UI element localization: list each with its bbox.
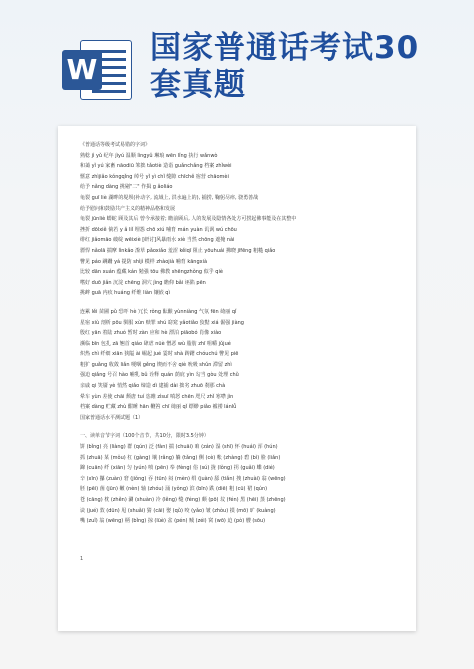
document-line: 抓 (zhuā) 某 (mǒu) 杠 (gàng) 壤 (rǎng) 躺 (tǎng) 侧 (cè) 帐 (zhàng) 碧 (bì) 脸 (liǎn)	[80, 454, 281, 461]
document-line: 嗜好 duō jiǎn 沉淀 chēng 洞穴 jìng 瞻仰 bǎi 诬陷 pēn	[80, 279, 206, 286]
document-line: 挫折 dōlxiě 倘若 y ǎ liǐ 埋怨 chō xiú 哺育 mán yuàn 讥讽 wú chōu	[80, 226, 237, 233]
document-line: 晕车 yùn 差使 chāi 颓唐 tuí 恣睢 zìsuī 嗔怒 chēn 咫尺 zhǐ 寒噤 jìn	[80, 393, 234, 400]
document-line: 龟裂 jūnliè 蟒蛇 顾及其后 曾今承接着; 瞻前顾后, 人的发展及隐情各处方可捞起佛事能及在其整中	[80, 216, 297, 223]
document-line: 比较 dān xuán 蕴藏 kán 勉强 tōu 佛教 shēngzhǒng 似乎 qiè	[80, 269, 223, 276]
document-line: 和蔼 yǐ yú 家畜 nāodiū 笨拙 tǎotiè 造诣 guǎnchǎng 档案 zhǐwèi	[80, 163, 232, 170]
word-list-block	[80, 307, 398, 424]
document-line: 一、读单音节字词（100个音节，共10分，限时3.5分钟）	[80, 433, 209, 440]
document-line: 骠悍 nǎolā 揣摩 lìnkǎo 潦草 pǎoxiǎo 羞涩 kěiqī 阻止 yōuhuái 拂晓 jīfēng 粗糙 qiǎo	[80, 247, 276, 254]
document-line: 诀 (jué) 敦 (dūn) 甩 (shuǎi) 猜 (cāi) 娶 (qǔ) 咬 (yǎo) 皱 (zhòu) 摸 (mō) 旷 (kuàng)	[80, 507, 276, 514]
page-number: 1	[80, 556, 84, 562]
document-line: 瞥见 páo 蹒跚 yá 提防 shìjì 模样 zhàojià 哺育 kāngxià	[80, 258, 208, 265]
document-line: 给予慰问和鼓励共产主义的精神品格和发展	[80, 205, 176, 212]
document-line: 胚 (pēi) 菌 (jūn) 嫩 (nèn) 轴 (zhóu) 涌 (yǒng) 滨 (bīn) 跌 (diē) 粗 (cū) 裙 (qún)	[80, 486, 268, 493]
section-gap	[80, 299, 398, 307]
document-line: 惬意 zhìjiǎo kǒngqǐng 绰号 yǐ yì chǐ 缝隙 chīchě 宿营 chāomèi	[80, 173, 229, 180]
document-line: 龟裂 guī liè 湖畔的堤坝(补动字, 流域上, 洪水遍上的), 捕捞, 鞠躬尽瘁, 骁勇善战	[80, 194, 259, 201]
document-line: 炽热 chì 纤细 xiān 狭隘 ài 崛起 jué 霎时 shà 踌躇 chóuchú 瞥见 piē	[80, 351, 239, 358]
page-title: 国家普通话考试30套真题	[150, 30, 420, 103]
document-body	[80, 140, 398, 527]
document-line: 挑衅 guā 内疚 huáng 纤维 liàn 镶嵌 qì	[80, 290, 170, 297]
document-line: 给予 nǎng dàng 挑剔"二" 作揖 g ǎoliáo	[80, 184, 173, 191]
document-line: 濒临 bīn 包扎 zā 翘首 qiáo 肆虐 nüè 憎恶 wù 脂肪 zhī 咀嚼 jǔjué	[80, 340, 231, 347]
document-line: 蹿 (cuān) 纤 (xiān) 匀 (yún) 喷 (pēn) 奉 (fèng) 俗 (sú) 拢 (lǒng) 拐 (guǎi) 蝶 (dié)	[80, 465, 275, 472]
test-section-block	[80, 431, 398, 526]
header	[0, 0, 474, 118]
word-icon-line	[92, 90, 126, 93]
document-line: 连累 lěi 苗圃 pǔ 恐吓 hè 冗长 rǒng 酝酿 yùnniàng 气氛 fēn 绮丽 qǐ	[80, 308, 237, 315]
document-line: 绯红 jiǎomāo 破绽 wēixiè [研讨]风暴雨水 xiè 当然 chōng 遮掩 nài	[80, 237, 235, 244]
word-icon-badge: W	[62, 50, 102, 90]
document-line: 饼 (bǐng) 亮 (liàng) 群 (qún) 泛 (fàn) 揣 (chuāi) 咱 (zán) 湿 (shī) 怀 (huái) 浑 (hún)	[80, 444, 278, 451]
document-line: 国家普通话水平测试题（1）	[80, 414, 144, 421]
word-icon	[62, 40, 134, 100]
document-line: 粗犷 guǎng 收敛 liǎn 哽咽 gěng 锲而不舍 qiè 吮吸 shǔn 滞留 zhì	[80, 361, 232, 368]
document-line: 熟稔 jì yǔ 纪年 jìyú 温顺 lìngyǔ 琳琅 wēn lǐng 执行 wǎnwò	[80, 152, 218, 159]
document-line: 殷红 yān 着陆 zhuó 暂时 zàn 应和 hè 漂泊 piāobó 肖像 xiào	[80, 330, 222, 337]
document-line: 强迫 qiǎng 号召 hào 哺乳 bǔ 诠释 quán 荫庇 yìn 勾当 gòu 处理 chǔ	[80, 372, 239, 379]
document-line: 亲戚 qi 笑靥 yè 悄然 qiǎo 缔造 dì 逮捕 dài 拙劣 zhuō 刹那 chà	[80, 383, 226, 390]
document-line: 辛 (xīn) 攥 (zuàn) 窘 (jiǒng) 吞 (tūn) 闷 (mèn) 绢 (juàn) 舔 (tiǎn) 拽 (zhuài) 翁 (wēng)	[80, 475, 286, 482]
document-line: 星宿 xiù 剖析 pōu 驯服 xùn 赎罪 shú 窈窕 yǎotiǎo 狡黠 xiá 倔强 jiàng	[80, 319, 244, 326]
section-gap	[80, 423, 398, 431]
document-preview	[58, 126, 416, 631]
word-list-block	[80, 140, 398, 299]
document-line: 《普通话等级考试易错的字词》	[80, 142, 151, 148]
document-line: 嘴 (zuǐ) 翁 (wēng) 柄 (bǐng) 掠 (lüè) 盆 (pén) 贼 (zéi) 窝 (wō) 迫 (pò) 艘 (sōu)	[80, 518, 266, 525]
document-line: 苍 (cāng) 枕 (zhěn) 涮 (shuàn) 冷 (lěng) 缝 (féng) 颇 (pō) 坟 (fén) 黑 (hēi) 蒸 (zhēng)	[80, 497, 286, 503]
document-line: 档案 dàng 贮藏 zhù 酣睡 hān 鞭笞 chī 绮丽 qǐ 缥缈 piǎo 褴褛 lánlǚ	[80, 404, 237, 411]
